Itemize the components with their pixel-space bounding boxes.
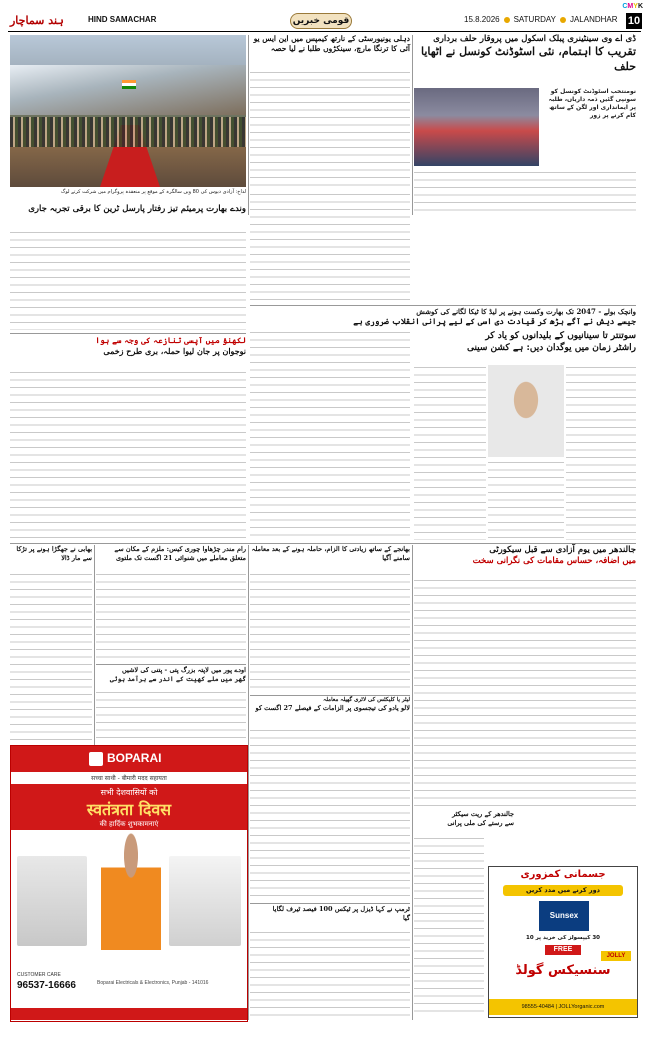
dav-body (414, 170, 636, 215)
ram-headline-line1: رام مندر چڑھاوا چوری کیس: ملزم کے مکان سے (114, 545, 246, 553)
lucknow-headline-line1 (10, 335, 246, 346)
jalandhar-headline-text2: میں اضافہ، حساس مقامات کی نگرانی سخت (472, 556, 636, 567)
school-headline (414, 810, 514, 828)
dav-group-photo (414, 88, 539, 166)
sunsex-subtitle: دور کرنے میں مدد کریں (503, 885, 623, 896)
bhabhi-headline (10, 545, 92, 563)
city: JALANDHAR (569, 15, 618, 24)
lucknow-headline-text1: لکھنؤ میں آپسی تنازعہ کی وجہ سے ہوا (95, 335, 246, 345)
vanchuk-headline-line2: جیسے دیش نے آگے بڑھ کر قیادت دی اسی کے لیے پرانی انقلاب ضروری ہے (353, 316, 636, 327)
mountains (10, 65, 246, 115)
nsui-headline (250, 34, 410, 54)
page-header (0, 0, 649, 32)
lucknow-body (10, 370, 246, 540)
section-rule (250, 305, 636, 306)
section-rule (250, 695, 410, 696)
crowd (10, 117, 246, 147)
masthead: ہند سماچار (10, 14, 64, 27)
saini-body-right (566, 365, 636, 540)
sunsex-brand-tag: JOLLY (601, 951, 631, 961)
boparai-phone: 96537-16666 (17, 980, 76, 991)
sunsex-contact: 98555-40484 | JOLLYorganic.com (489, 999, 637, 1015)
boparai-greeting3: की हार्दिक शुभकामनाएं (99, 820, 159, 828)
ram-body (96, 572, 246, 662)
cmyk-mark: CMYK (622, 3, 643, 10)
ram-headline (96, 545, 246, 563)
separator-dot (504, 17, 510, 23)
sunsex-brand: سنسیکس گولڈ (515, 963, 611, 978)
boparai-logo-icon (89, 752, 103, 766)
boparai-brand: BOPARAI (107, 751, 162, 765)
boparai-ad (10, 745, 248, 1022)
train-body (10, 230, 246, 330)
sunsex-free: FREE (545, 945, 581, 955)
nsui-headline-line2: آئی کا ترنگا مارچ، سینکڑوں طلبا نے لیا حصہ (270, 44, 410, 54)
ram-headline-line2: متعلق معاملے میں شنوائی 21 اگست تک ملتوی (115, 553, 246, 562)
dav-headline-line2: تقریب کا اہتمام، نئی اسٹوڈنٹ کونسل نے اٹھایا حلف (420, 45, 636, 74)
photo-caption: لداخ: آزادی دیوس کی 80 ویں سالگرہ کے موقع پر منعقدہ پروگرام میں شرکت کرتے لوگ (60, 189, 246, 195)
lalu-body (250, 728, 410, 900)
dav-headline-line1 (414, 34, 636, 45)
bhagne-body (250, 572, 410, 692)
bhabhi-body (10, 572, 92, 742)
boparai-tagline: सच्चा साथी - बीमारी मदद सहायता (91, 775, 167, 782)
flag (122, 80, 136, 89)
column-rule (94, 545, 95, 745)
school-headline-line1: جالندھر کے ریت سیکٹر (452, 810, 514, 818)
dav-headline (414, 34, 636, 75)
sunsex-ad (488, 866, 638, 1018)
date: 15.8.2026 (464, 15, 500, 24)
sunsex-site: JOLLYorganic.com (558, 1004, 605, 1010)
trump-body (250, 930, 410, 1018)
jalandhar-headline-line2 (414, 556, 636, 567)
separator-dot (560, 17, 566, 23)
page-number: 10 (627, 15, 641, 27)
boparai-greeting1: सभी देशवासियों को (100, 788, 158, 797)
section-rule (10, 333, 246, 334)
lalu-headline-line2: لیٹر یا کلیکٹس کی لاٹری گھپلہ معاملہ (323, 697, 410, 703)
column-rule (248, 35, 249, 215)
column-rule (412, 35, 413, 215)
vanchuk-headline-line1: وانچک بولے - 2047 تک بھارت وکست ہونے پر لیڈ کا ٹیکا لگانے کی کوشش (416, 307, 636, 316)
nsui-body-cont (250, 192, 410, 302)
sunsex-title: جسمانی کمزوری (520, 869, 606, 880)
trump-headline (250, 905, 410, 923)
saini-portrait (488, 365, 564, 457)
saini-body-bottom (488, 460, 564, 540)
hind-samachar-label: HIND SAMACHAR (88, 15, 157, 24)
vanchuk-headline (250, 307, 636, 327)
boparai-person (101, 832, 161, 950)
trump-headline-line2: گیا (402, 913, 410, 922)
lucknow-headline-line2: نوجوان پر جان لیوا حملہ، بری طرح زخمی (103, 345, 246, 356)
section-rule (96, 664, 246, 665)
bhabhi-headline-line1: بھابی نے جھگڑا ہونے پر تڑکا (16, 545, 92, 553)
jalandhar-headline (414, 545, 636, 568)
sunsex-phone: 98555-40484 (521, 1004, 555, 1010)
udaipur-headline-line1: اودے پور میں لاپتہ بزرگ پتی - پتنی کی لاشیں (122, 666, 246, 674)
dav-subhead: نومنتخب اسٹوڈنٹ کونسل کو سونپی گئیں ذمہ داریاں، طلبہ پر ایمانداری اور لگن کے ساتھ کام کرنے پر زور (548, 88, 636, 119)
saini-headline-line1: سوتنتر تا سینانیوں کے بلیدانوں کو یاد کر (485, 331, 636, 341)
boparai-care-label: CUSTOMER CARE (17, 972, 61, 978)
section-title: قومی خبریں (290, 13, 352, 29)
udaipur-body (96, 690, 246, 742)
saini-headline-line2: راشٹر زمان میں یوگدان دیں: ہے کشن سینی (466, 343, 636, 354)
dav-headline-text1: ڈی اے وی سینٹینری پبلک اسکول میں پروقار حلف برداری (433, 34, 636, 44)
bhagne-headline-text: بھانجے کے ساتھ زیادتی کا الزام، حاملہ ہونے کے بعد معاملہ سامنے آگیا (251, 545, 410, 562)
header-rule (8, 31, 641, 32)
day: SATURDAY (513, 15, 556, 24)
lucknow-headline (10, 335, 246, 357)
column-rule (248, 545, 249, 1020)
bhagne-headline (250, 545, 410, 563)
section-rule (250, 903, 410, 904)
nsui-body (250, 70, 410, 188)
boparai-footer: Boparai Electricals & Electronics, Punjab - 141016 (97, 980, 209, 986)
ladakh-photo (10, 35, 246, 187)
boparai-bottom-stripe (11, 1008, 247, 1020)
column-rule (412, 545, 413, 1020)
school-body (414, 836, 484, 1016)
sunsex-product: Sunsex (549, 911, 579, 920)
nsui-headline-line1: دہلی یونیورسٹی کے نارتھ کیمپس میں این ایس یو (253, 34, 410, 43)
saini-body-left (414, 365, 486, 540)
trump-headline-line1: ٹرمپ نے کہا ڈیزل پر ٹیکس 100 فیصد ٹیرف لگایا (272, 905, 410, 913)
section-rule (10, 543, 636, 544)
school-headline-line2: سے رستے کی ملی پرانی (447, 818, 514, 827)
saini-headline (414, 330, 636, 354)
sunsex-product-box (539, 901, 589, 931)
boparai-logo-bar (11, 746, 247, 772)
udaipur-headline-line2: گھر میں ملے کھیت کے اندر سے برآمد ہوئی (109, 674, 246, 683)
date-line (464, 15, 618, 24)
jalandhar-body (414, 578, 636, 808)
udaipur-headline (96, 666, 246, 684)
sunsex-offer: 30 کیپسولز کی خرید پر 10 (526, 935, 600, 941)
boparai-greeting2: स्वतंत्रता दिवस (86, 800, 172, 819)
vanchuk-body (250, 330, 410, 540)
bhabhi-headline-line2: سے مار ڈالا (61, 553, 92, 562)
jalandhar-headline-line1: جالندھر میں یوم آزادی سے قبل سیکورٹی (489, 545, 636, 555)
lalu-headline-line1: لالو یادو کی تیجسوی پر الزامات کے فیصلے 27 اگست کو (255, 704, 410, 713)
lalu-headline (250, 697, 410, 713)
boparai-greeting-box (11, 784, 247, 830)
boparai-products-right (169, 856, 241, 946)
boparai-products-left (17, 856, 87, 946)
train-headline: وندے بھارت پرمیئم تیز رفتار پارسل ٹرین کا برقی تجربہ جاری (28, 204, 246, 214)
